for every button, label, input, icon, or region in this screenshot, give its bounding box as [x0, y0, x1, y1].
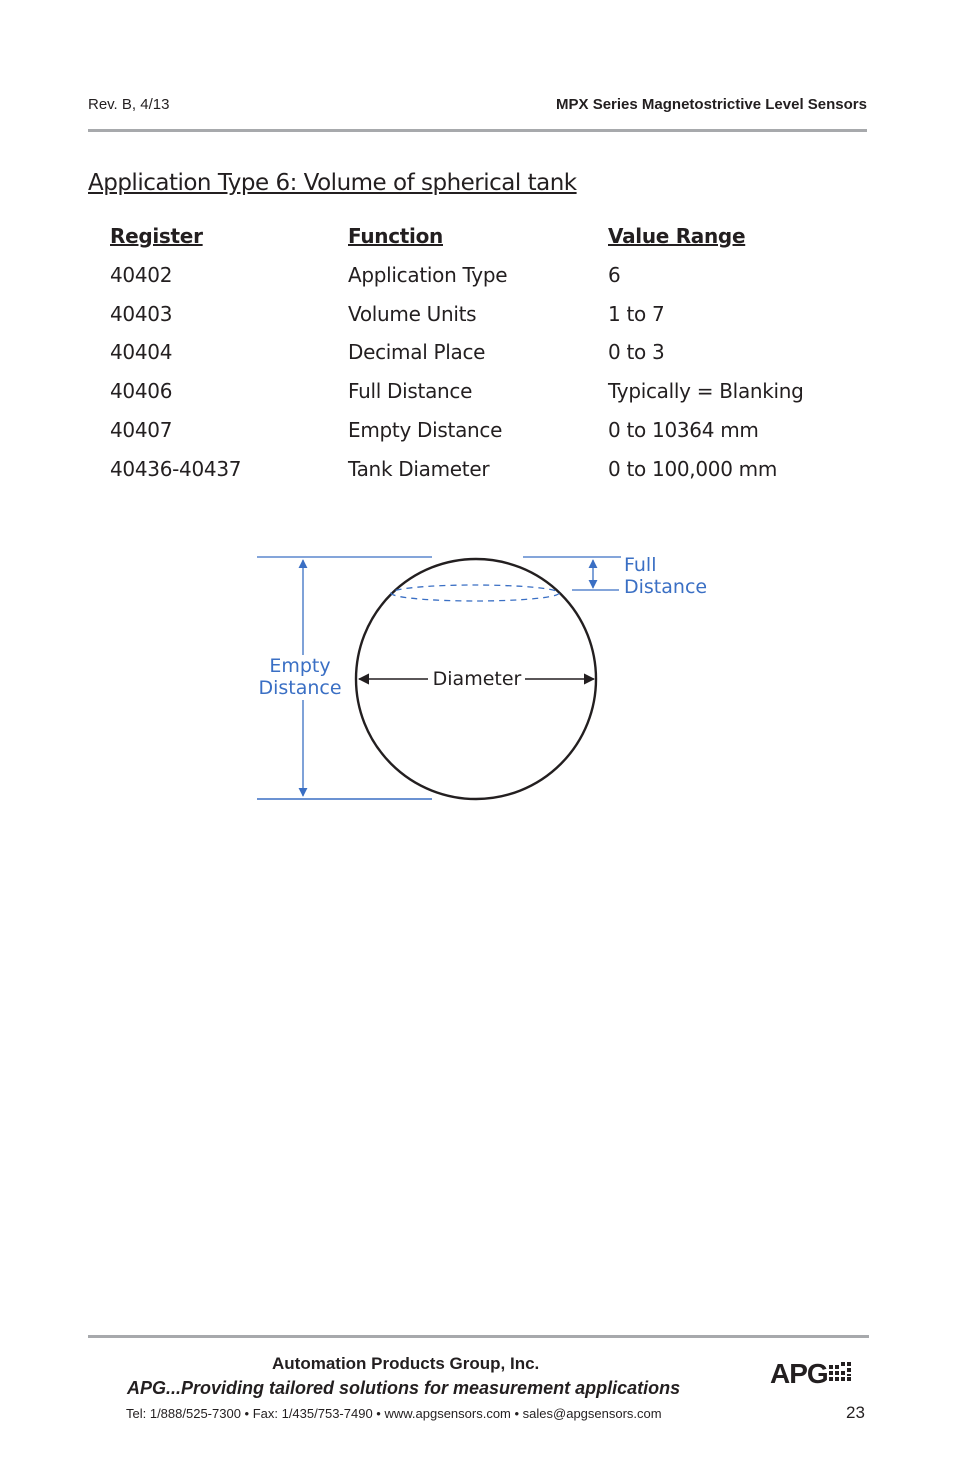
cell-function: Volume Units — [348, 301, 477, 326]
register-table — [110, 224, 848, 496]
cell-value-range: 0 to 100,000 mm — [608, 456, 778, 481]
column-header-register: Register — [110, 224, 203, 248]
apg-logo — [770, 1358, 852, 1390]
cell-register: 40402 — [110, 262, 173, 287]
footer-contact: Tel: 1/888/525-7300 • Fax: 1/435/753-7490 • www.apgsensors.com • sales@apgsensors.com — [126, 1406, 662, 1421]
logo-text: APG — [770, 1358, 828, 1389]
table-header-row — [110, 224, 848, 263]
empty-distance-label-line1: Empty — [269, 655, 331, 677]
cell-register: 40406 — [110, 379, 173, 404]
column-header-function: Function — [348, 224, 443, 248]
table-row — [110, 340, 848, 379]
section-title: Application Type 6: Volume of spherical tank — [88, 170, 577, 196]
table-row — [110, 418, 848, 457]
full-distance-label-line2: Distance — [624, 576, 708, 598]
footer-divider — [88, 1335, 869, 1338]
header-doc-title: MPX Series Magnetostrictive Level Sensors — [556, 96, 867, 113]
cell-function: Decimal Place — [348, 340, 486, 365]
table-row — [110, 263, 848, 302]
cell-value-range: Typically = Blanking — [608, 379, 804, 404]
spherical-tank-diagram — [0, 540, 954, 820]
full-distance-label-line1: Full — [624, 554, 657, 576]
footer-tagline: APG...Providing tailored solutions for measurement applications — [127, 1378, 681, 1398]
cell-register: 40407 — [110, 417, 173, 442]
cell-function: Full Distance — [348, 379, 473, 404]
table-row — [110, 302, 848, 341]
cell-function: Tank Diameter — [348, 456, 490, 481]
page-number: 23 — [846, 1403, 865, 1422]
cell-function: Application Type — [348, 262, 508, 287]
header-revision: Rev. B, 4/13 — [88, 96, 170, 113]
table-row — [110, 457, 848, 496]
table-row — [110, 379, 848, 418]
logo-grid-icon — [828, 1361, 852, 1387]
column-header-value-range: Value Range — [608, 224, 746, 248]
footer-company: Automation Products Group, Inc. — [272, 1354, 540, 1373]
header-divider — [88, 129, 867, 132]
cell-value-range: 1 to 7 — [608, 301, 665, 326]
diameter-label: Diameter — [432, 668, 522, 690]
cell-value-range: 0 to 10364 mm — [608, 417, 759, 442]
cell-register: 40404 — [110, 340, 173, 365]
cell-value-range: 0 to 3 — [608, 340, 665, 365]
cell-register: 40436-40437 — [110, 456, 242, 481]
cell-register: 40403 — [110, 301, 173, 326]
empty-distance-label-line2: Distance — [258, 677, 342, 699]
liquid-level-ellipse — [391, 585, 559, 601]
cell-value-range: 6 — [608, 262, 621, 287]
cell-function: Empty Distance — [348, 417, 503, 442]
